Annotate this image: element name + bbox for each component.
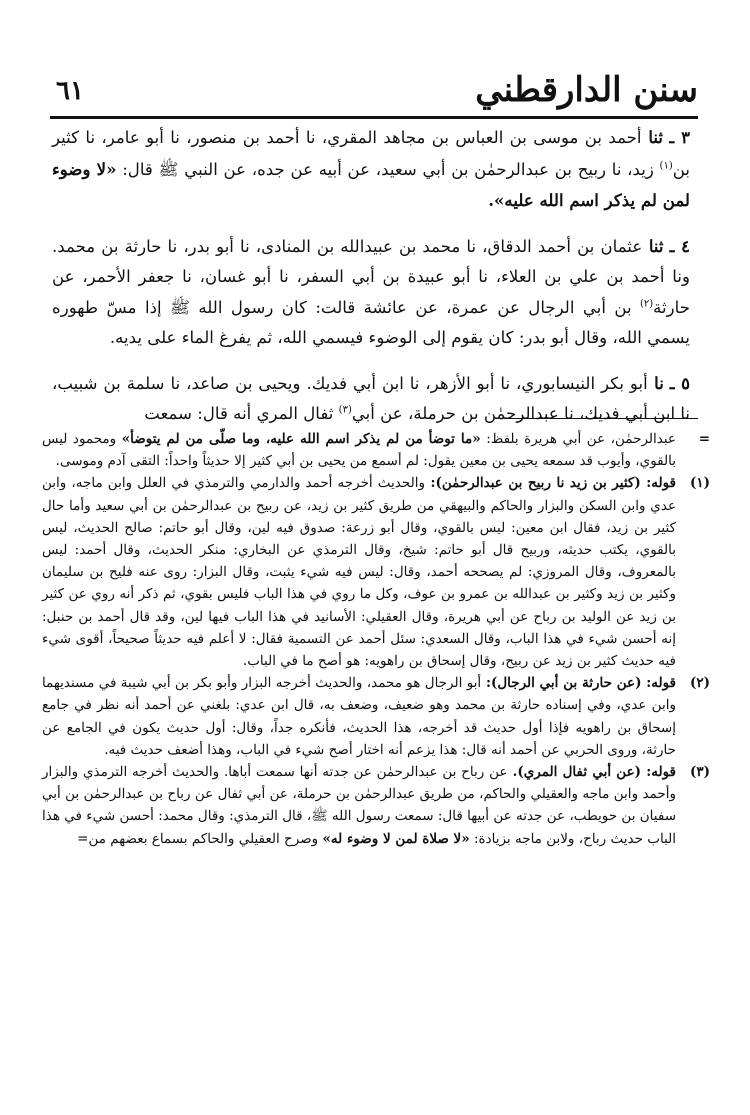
footnotes: [42, 428, 710, 850]
book-title: سنن الدارقطني: [475, 70, 698, 110]
text-run: وصرح العقيلي والحاكم بسماع بعضهم من=: [77, 830, 323, 847]
footnote-marker: (٢): [689, 675, 710, 692]
bold-text: «لا وضوء لمن لم يذكر اسم الله عليه».: [52, 158, 690, 210]
footnote-ref: (١): [659, 159, 673, 171]
footnote: [42, 428, 710, 472]
bold-text: «لا صلاة لمن لا وضوء له»: [322, 830, 470, 847]
text-run: عبدالرحمٰن، عن أبي هريرة بلفظ:: [480, 431, 676, 447]
footnote-marker: (١): [689, 475, 710, 492]
text-run: أبو الرجال هو محمد، والحديث أخرجه البزار وأبو بكر بن أبي شيبة في مسنديهما وابن عدي، وفي إسناده حارثة بن محمد وهو ضعيف، وضعف به، قال ابن عدي: بلغني عن أحمد أنه نظر في جامع إسحاق بن راهويه فإذا أول حديث قد أخرجه، هذا الحديث، فأنكره جداً، وقال: أول حديث يكون في الجامع عن حارثة، وروى الحربي عن أحمد أنه قال: هذا يزعم أنه اختار أصح شيء في الباب، وهذا أضعف حديث فيه.: [42, 675, 676, 758]
bold-text: قوله: (عن أبي ثفال المري).: [507, 764, 676, 781]
text-run: بن أبي الرجال عن عمرة، عن عائشة قالت: كان رسول الله ﷺ إذا مسّ طهوره يسمي الله، وقال أبو بدر: كان يقوم إلى الوضوء فيسمي الله، ثم يفرغ الماء على يديه.: [52, 297, 690, 347]
hadith-number: ٤ ـ: [669, 235, 690, 256]
footnote: [42, 761, 710, 850]
footnote-ref: (٣): [338, 404, 352, 416]
text-run: عن رباح بن عبدالرحمٰن عن جدته أنها سمعت أباها. والحديث أخرجه الترمذي والبزار وأحمد وابن ماجه والعقيلي والحاكم، من طريق عبدالرحمٰن بن حرملة، عن أبي ثفال عن رباح بن عبدالرحمٰن بن أبي سفيان بن حويطب، عن جدته عن أبيها قال: سمعت رسول الله ﷺ، قال الترمذي: وقال محمد: أحسن شيء في هذا الباب حديث رباح، ولابن ماجه بزيادة:: [42, 764, 676, 847]
bold-text: قوله: (عن حارثة بن أبي الرجال):: [481, 675, 676, 692]
bold-text: ثنا: [641, 127, 664, 147]
bold-text: نا: [647, 372, 664, 393]
bold-text: قوله: (كثير بن زيد نا ربيح بن عبدالرحمٰن):: [424, 475, 676, 492]
text-run: أبو بكر النيسابوري، نا أبو الأزهر، نا ابن أبي فديك. ويحيى بن صاعد، نا سلمة بن شبيب، نا ابن أبي فديك، نا عبدالرحمٰن بن حرملة، عن أبي: [52, 373, 690, 423]
footnote-ref: (٢): [639, 297, 654, 309]
footnote: [42, 472, 710, 672]
text-run: عثمان بن أحمد الدقاق، نا محمد بن عبيدالله بن المنادى، نا أبو بدر، نا حارثة بن محمد. ونا أحمد بن علي بن العلاء، نا أبو عبيدة بن أبي السفر، نا أبو غسان، نا جعفر الأحمر، عن حارثة: [52, 236, 690, 317]
hadith-number: ٥ ـ: [669, 372, 691, 393]
bold-text: «ما توضأ من لم يذكر اسم الله عليه، وما صلّى من لم يتوضأ»: [121, 431, 481, 447]
text-run: ثفال المري أنه قال: سمعت: [144, 404, 339, 423]
hadith-paragraph: [52, 368, 690, 430]
page-number: ٦١: [56, 76, 84, 106]
footnote-separator: [508, 418, 698, 419]
hadith-number: ٣ ـ: [669, 127, 690, 147]
bold-text: ثنا: [642, 235, 664, 256]
hadith-paragraph: [52, 122, 690, 217]
footnote: [42, 672, 710, 761]
hadith-paragraph: [52, 231, 690, 354]
footnote-marker: (٣): [689, 764, 710, 781]
page-header: [50, 70, 698, 120]
text-run: ومحمود ليس بالقوي، وأيوب قد سمعه يحيى بن معين يقول: لم أسمع من يحيى بن أبي كثير إلا حديثاً واحداً: التقى آدم وموسى.: [42, 431, 676, 470]
header-rule: [50, 116, 698, 119]
text-run: والحديث أخرجه أحمد والدارمي والترمذي في العلل وابن ماجه، وابن عدي وابن السكن والبزار والحاكم والبيهقي من طريق كثير بن زيد، عن ربيح بن عبدالرحمٰن بن أبي سعيد وأما حال كثير بن زيد، فقال ابن معين: ليس بالقوي، وقال أبو زرعة: صدوق فيه لين، وقال أبو حاتم: صالح الحديث، ليس بالقوي، يكتب حديثه، وربيح قال أبو حاتم: شيخ، وقال الترمذي عن البخاري: منكر الحديث، وقال أحمد: ليس بالمعروف، وقال المروزي: لم يصححه أحمد، وقال: ليس فيه شيء يثبت، وقال البزار: روى عنه فليح بن سليمان وكثير بن زيد وكثير بن عبدالله بن عمرو بن عوف، وكل ما روي في هذا الباب فليس بقوي، ثم ذكر أنه روي عن كثير بن زيد عن الوليد بن رباح عن أبي هريرة، وقال العقيلي: الأسانيد في هذا الباب فيها لين، وقد قال أحمد بن حنبل: إنه أحسن شيء في هذا الباب، وقال السعدي: سئل أحمد عن التسمية فقال: لا أعلم فيه حديثاً صحيحاً، أقوى شيء فيه حديث كثير بن زيد عن ربيح، وقال إسحاق بن راهويه: هو أصح ما في الباب.: [42, 475, 676, 670]
text-run: زيد، نا ربيح بن عبدالرحمٰن بن أبي سعيد، عن أبيه عن جده، عن النبي ﷺ قال:: [116, 159, 660, 179]
hadith-text: [52, 122, 690, 444]
footnote-marker: =: [698, 431, 710, 447]
text-run: أحمد بن موسى بن العباس بن مجاهد المقري، نا أحمد بن منصور، نا أبو عامر، نا كثير بن: [52, 128, 690, 179]
